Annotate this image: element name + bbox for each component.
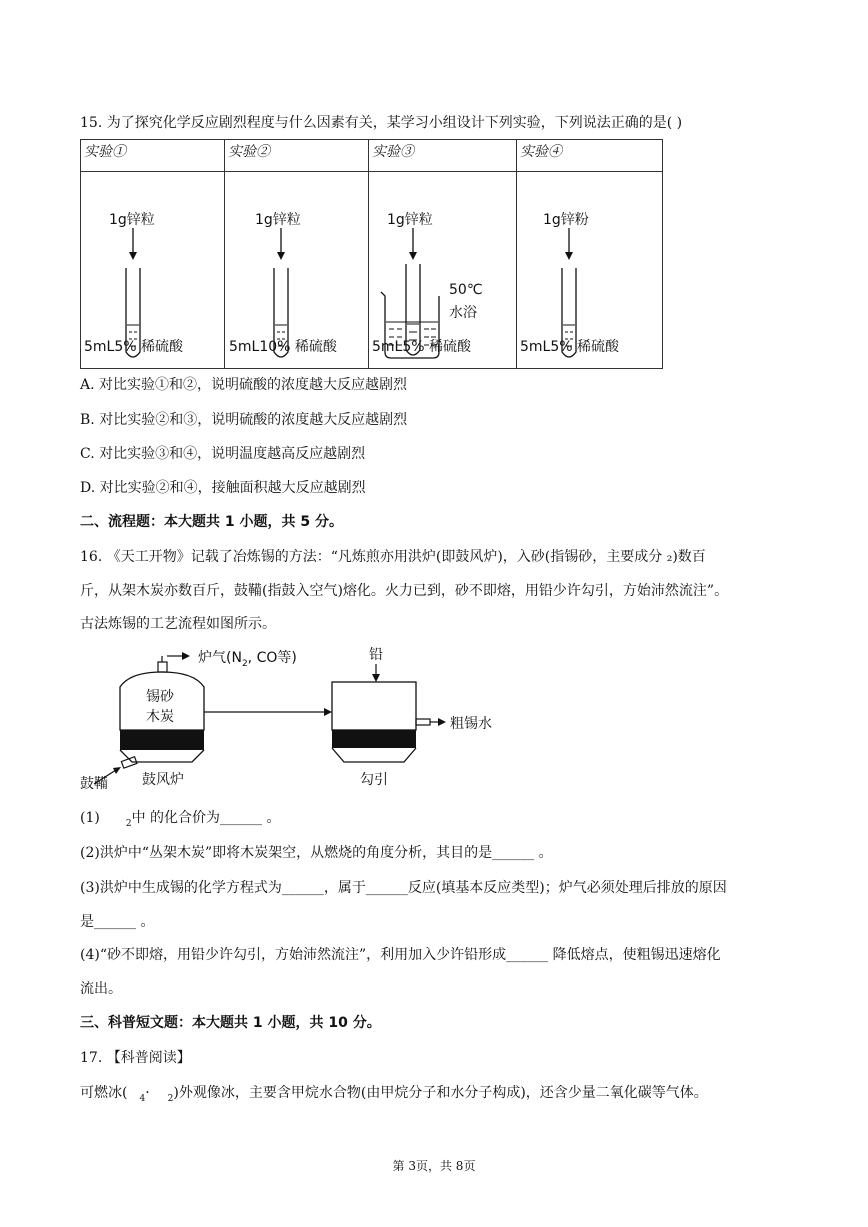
exp3-bath-temp: 50℃ <box>449 282 483 298</box>
q16-sub-1: (1) $_2$中 的化合价为______ 。 <box>80 810 281 829</box>
exp-cell-3 <box>369 172 517 369</box>
tin-smelting-flow-diagram <box>80 642 540 792</box>
exp-header-1: 实验① <box>81 140 225 172</box>
furnace-content-1: 锡砂 <box>146 689 174 705</box>
vessel-name: 勾引 <box>360 772 388 788</box>
q16-line-1: 16. 《天工开物》记载了冶炼锡的方法：“凡炼煎亦用洪炉(即鼓风炉)，入砂(指锡砂，主要成分 ₂)数百 <box>80 549 706 565</box>
exp4-reagent: 1g锌粉 <box>543 212 589 228</box>
furnace-name: 鼓风炉 <box>142 772 184 788</box>
output-label: 粗锡水 <box>450 716 492 732</box>
page-footer: 第 3页，共 8页 <box>392 1159 476 1173</box>
q17-title: 17. 【科普阅读】 <box>80 1050 191 1066</box>
exp3-acid: 5mL5% 稀硫酸 <box>372 339 472 355</box>
bellows-label: 鼓鞴 <box>80 776 108 792</box>
exp-header-4: 实验④ <box>517 140 663 172</box>
experiment-table <box>80 139 663 369</box>
exp3-reagent: 1g锌粒 <box>387 212 433 228</box>
q15-option-b: B. 对比实验②和③，说明硫酸的浓度越大反应越剧烈 <box>80 412 408 428</box>
exp2-acid: 5mL10% 稀硫酸 <box>229 339 337 355</box>
q17-body: 可燃冰( $_4$· $_2$)外观像冰，主要含甲烷水合物(由甲烷分子和水分子构成)，还含少量二氧化碳等气体。 <box>80 1085 708 1104</box>
exp1-reagent: 1g锌粒 <box>109 212 155 228</box>
exp-cell-4 <box>517 172 663 369</box>
furnace-content-2: 木炭 <box>146 709 174 725</box>
exp-cell-1 <box>81 172 225 369</box>
exp-header-2: 实验② <box>225 140 369 172</box>
q16-sub-2: (2)洪炉中“丛架木炭”即将木炭架空，从燃烧的角度分析，其目的是______ 。 <box>80 845 553 861</box>
exp1-acid: 5mL5% 稀硫酸 <box>84 339 184 355</box>
exhaust-label: 炉气($N_2$, CO等) <box>198 650 297 669</box>
q15-option-d: D. 对比实验②和④，接触面积越大反应越剧烈 <box>80 480 366 496</box>
exp2-reagent: 1g锌粒 <box>255 212 301 228</box>
section-3-heading: 三、科普短文题：本大题共 1 小题，共 10 分。 <box>80 1015 381 1031</box>
exp4-acid: 5mL5% 稀硫酸 <box>520 339 620 355</box>
lead-label: 铅 <box>369 647 383 663</box>
q15-option-a: A. 对比实验①和②，说明硫酸的浓度越大反应越剧烈 <box>80 377 408 393</box>
q16-sub-3a: (3)洪炉中生成锡的化学方程式为______，属于______反应(填基本反应类型)；炉气必须处理后排放的原因 <box>80 880 727 896</box>
section-2-heading: 二、流程题：本大题共 1 小题，共 5 分。 <box>80 514 343 530</box>
exp-cell-2 <box>225 172 369 369</box>
q15-option-c: C. 对比实验③和④，说明温度越高反应越剧烈 <box>80 446 366 462</box>
q15-stem: 15. 为了探究化学反应剧烈程度与什么因素有关，某学习小组设计下列实验，下列说法正确的是( ) <box>80 115 683 131</box>
q16-sub-3b: 是______ 。 <box>80 914 155 930</box>
q16-sub-4b: 流出。 <box>80 981 122 997</box>
exp-header-3: 实验③ <box>369 140 517 172</box>
q16-sub-4a: (4)“砂不即熔，用铅少许勾引，方始沛然流注”，利用加入少许铅形成______ 降低熔点，使粗锡迅速熔化 <box>80 947 721 963</box>
exp3-bath-label: 水浴 <box>449 305 477 321</box>
q16-line-2: 斤，从架木炭亦数百斤，鼓鞴(指鼓入空气)熔化。火力已到，砂不即熔，用铅少许勾引，方始沛然流注”。 <box>80 583 729 599</box>
q16-line-3: 古法炼锡的工艺流程如图所示。 <box>80 616 276 632</box>
